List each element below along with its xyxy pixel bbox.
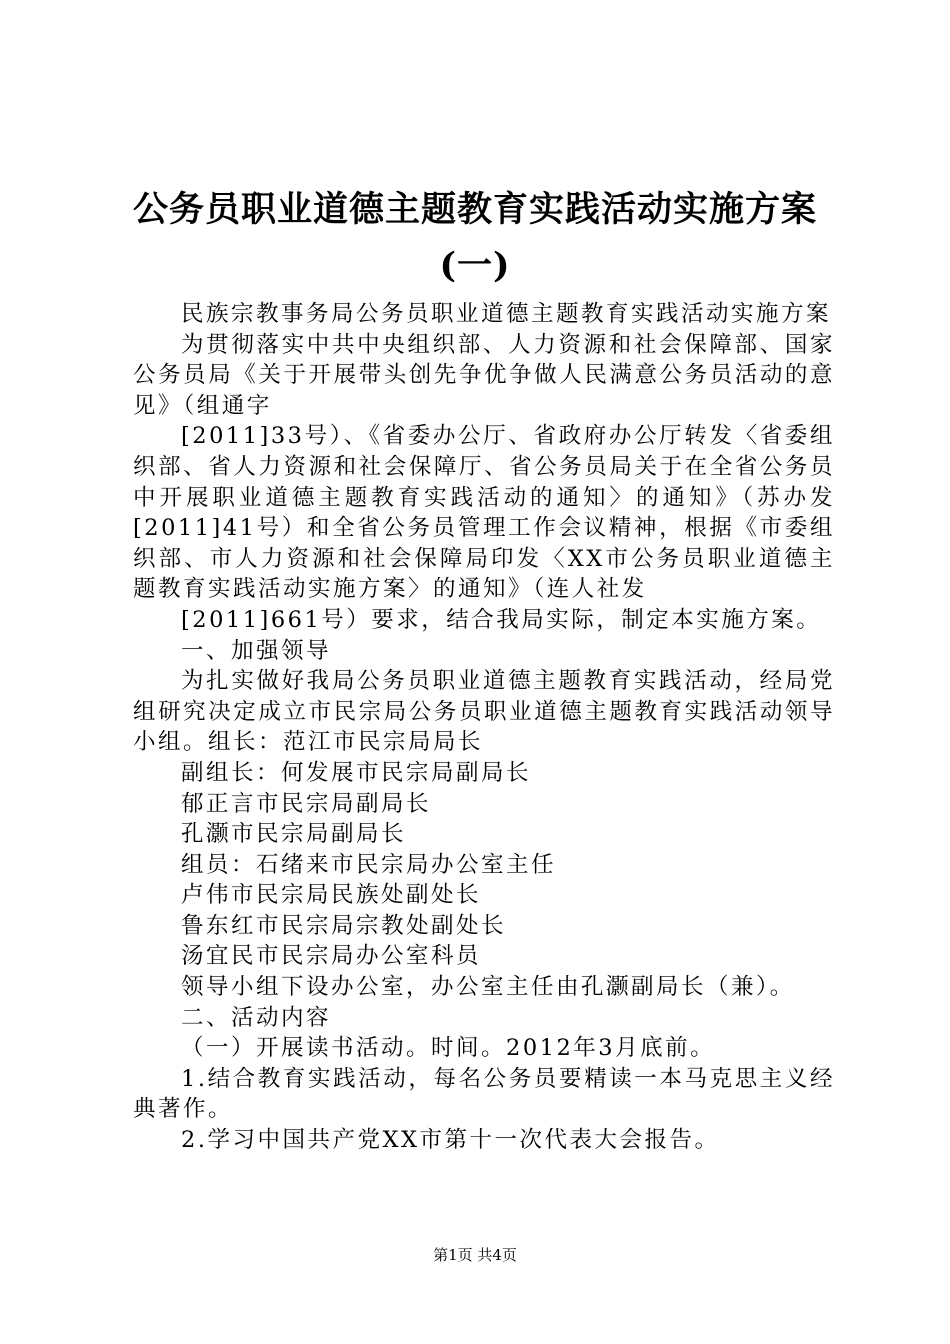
paragraph: 卢伟市民宗局民族处副处长 <box>181 882 482 909</box>
paragraph: 鲁东红市民宗局宗教处副处长 <box>181 912 507 939</box>
paragraph: 领导小组下设办公室，办公室主任由孔灏副局长（兼）。 <box>181 974 795 1001</box>
paragraph: 组员：石绪来市民宗局办公室主任 <box>181 851 557 878</box>
paragraph: 郁正言市民宗局副局长 <box>181 790 432 817</box>
paragraph: 为贯彻落实中共中央组织部、人力资源和社会保障部、国家公务员局《关于开展带头创先争优争做人民满意公务员活动的意见》（组通字 <box>133 331 835 419</box>
document-title-suffix: (一) <box>439 245 511 286</box>
paragraph: [2011]661号）要求，结合我局实际，制定本实施方案。 <box>181 606 822 633</box>
page-total: 共4页 <box>477 1246 517 1264</box>
paragraph: 副组长：何发展市民宗局副局长 <box>181 759 532 786</box>
paragraph: 2.学习中国共产党XX市第十一次代表大会报告。 <box>181 1127 720 1154</box>
paragraph: 民族宗教事务局公务员职业道德主题教育实践活动实施方案 <box>181 301 832 327</box>
document-title: 公务员职业道德主题教育实践活动实施方案 <box>132 189 817 230</box>
section-heading: 二、活动内容 <box>181 1004 332 1031</box>
page-number: 第1页 <box>433 1246 473 1264</box>
page-footer <box>0 1245 950 1265</box>
paragraph: 汤宜民市民宗局办公室科员 <box>181 943 482 970</box>
paragraph: 为扎实做好我局公务员职业道德主题教育实践活动，经局党组研究决定成立市民宗局公务员职业道德主题教育实践活动领导小组。组长：范江市民宗局局长 <box>133 668 835 756</box>
paragraph: [2011]33号）、《省委办公厅、省政府办公厅转发〈省委组织部、省人力资源和社会保障厅、省公务员局关于在全省公务员中开展职业道德主题教育实践活动的通知〉的通知》（苏办发[2011]41号）和全省公务员管理工作会议精神，根据《市委组织部、市人力资源和社会保障局印发〈XX市公务员职业道德主题教育实践活动实施方案〉的通知》（连人社发 <box>133 423 835 603</box>
document-body <box>133 299 835 1156</box>
paragraph: （一）开展读书活动。时间。2012年3月底前。 <box>181 1035 716 1062</box>
paragraph: 1.结合教育实践活动，每名公务员要精读一本马克思主义经典著作。 <box>133 1065 835 1123</box>
paragraph: 孔灏市民宗局副局长 <box>181 821 407 848</box>
section-heading: 一、加强领导 <box>181 637 332 664</box>
